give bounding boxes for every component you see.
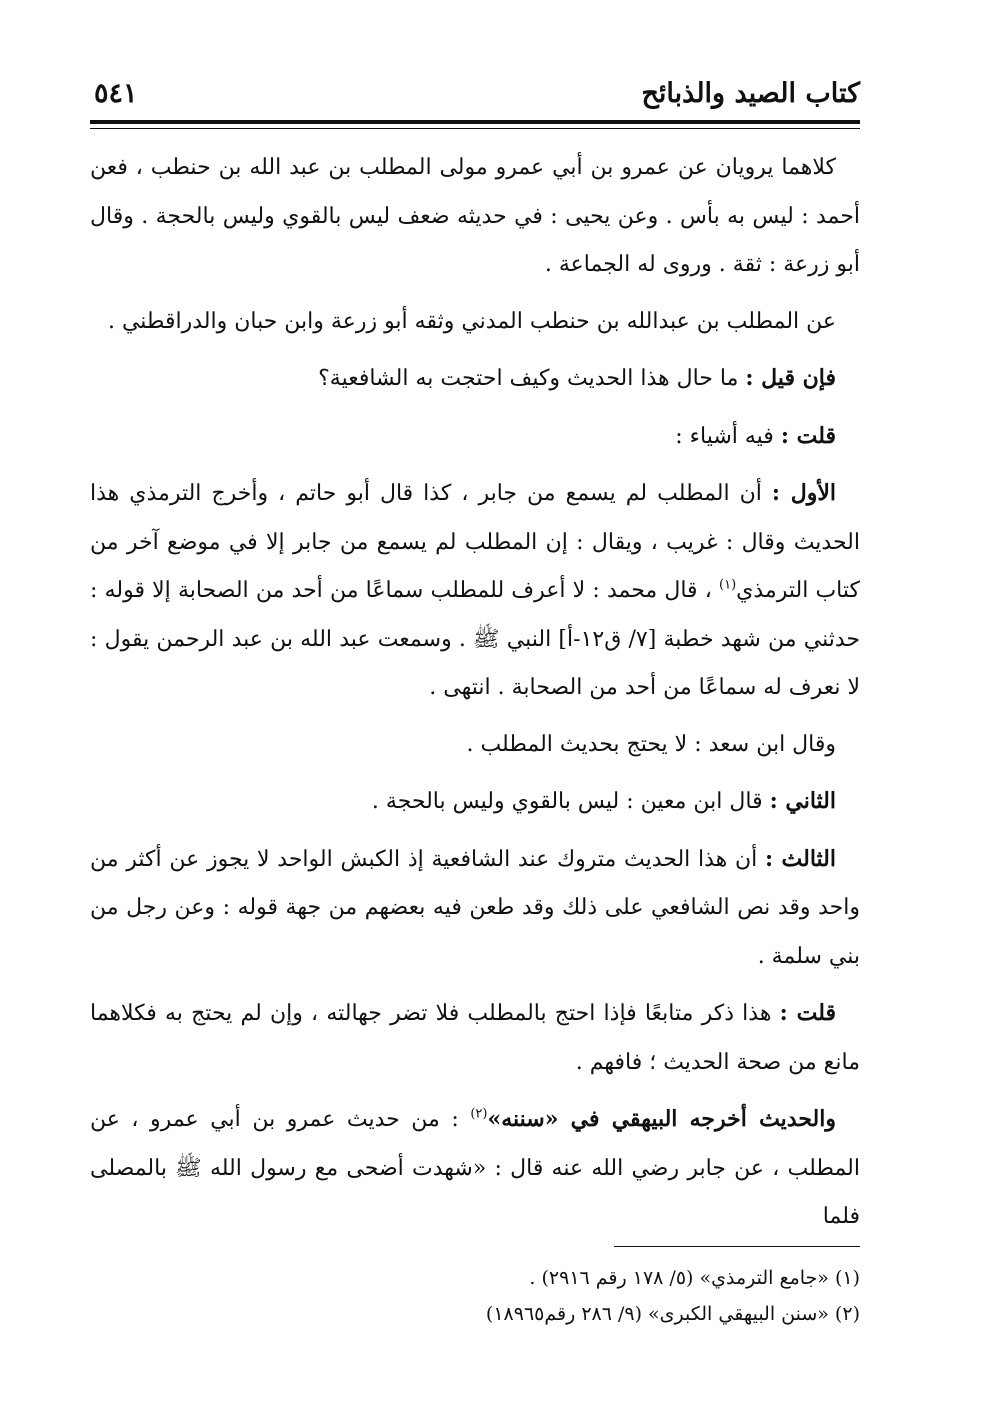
paragraph-5 [90,469,860,713]
paragraph-9 [90,989,860,1087]
paragraph-text: كلاهما يرويان عن عمرو بن أبي عمرو مولى المطلب بن عبد الله بن حنطب ، فعن أحمد : ليس به بأس . وعن يحيى : في حديثه ضعف ليس بالقوي وليس بالحجة . وقال أبو زرعة : ثقة . وروى له الجماعة . [90,155,860,277]
footnote-2: (٢) «سنن البيهقي الكبرى» (٩/ ٢٨٦ رقم١٨٩٦٥) [485,1303,860,1325]
paragraph-6 [90,721,860,770]
paragraph-4 [90,412,860,462]
paragraph-text: هذا ذكر متابعًا فإذا احتج بالمطلب فلا تضر جهالته ، وإن لم يحتج به فكلاهما مانع من صحة الحديث ؛ فافهم . [90,1001,860,1075]
paragraph-text: فيه أشياء : [675,423,781,449]
paragraph-lead: الأول : [771,480,836,506]
paragraph-text: وقال ابن سعد : لا يحتج بحديث المطلب . [466,731,836,757]
paragraph-text: عن المطلب بن عبدالله بن حنطب المدني وثقه أبو زرعة وابن حبان والدراقطني . [107,308,836,334]
main-text [90,144,860,1242]
paragraph-lead: الثاني : [769,788,836,814]
paragraph-lead: قلت : [779,1000,836,1026]
paragraph-text: ما حال هذا الحديث وكيف احتجت به الشافعية؟ [318,366,746,391]
paragraph-2 [90,298,860,347]
paragraph-text: قال ابن معين : ليس بالقوي وليس بالحجة . [371,789,770,814]
paragraph-text-after: ، قال محمد : لا أعرف للمطلب سماعًا من أحد من الصحابة إلا قوله : حدثني من شهد خطبة [٧/ ق١٢-أ] النبي ﷺ . وسمعت عبد الله بن عبد الرحمن يقول : لا نعرف له سماعًا من أحد من الصحابة . انتهى . [90,578,860,700]
footnote-1: (١) «جامع الترمذي» (٥/ ١٧٨ رقم ٢٩١٦) . [529,1267,860,1289]
paragraph-lead: قلت : [780,422,836,449]
chapter-title: كتاب الصيد والذبائح [641,78,860,109]
paragraph-3 [90,354,860,404]
paragraph-lead: والحديث أخرجه البيهقي في «سننه» [487,1106,836,1132]
paragraph-text: أن المطلب لم يسمع من جابر ، كذا قال أبو حاتم ، وأخرج الترمذي هذا الحديث وقال : غريب ، ويقال : إن المطلب لم يسمع من جابر إلا في موضع آخر من كتاب الترمذي [90,481,860,603]
page-number: ٥٤١ [94,78,138,109]
header-rule-thin [90,128,860,129]
paragraph-1 [90,144,860,290]
footnote-ref-1[interactable]: (١) [719,577,737,593]
paragraph-text: : من حديث عمرو بن أبي عمرو ، عن المطلب ، عن جابر رضي الله عنه قال : «شهدت أضحى مع رسول الله ﷺ بالمصلى فلما [90,1107,860,1229]
page-header [90,70,860,120]
paragraph-8 [90,835,860,982]
footnotes [90,1260,860,1332]
paragraph-text: أن هذا الحديث متروك عند الشافعية إذ الكبش الواحد لا يجوز عن أكثر من واحد وقد نص الشافعي على ذلك وقد طعن فيه بعضهم من جهة قوله : وعن رجل من بني سلمة . [90,846,860,969]
header-rule-thick [90,120,860,124]
paragraph-lead: فإن قيل : [745,365,836,391]
footnote-ref-2[interactable]: (٢) [470,1106,488,1122]
footnote-separator [614,1246,860,1247]
paragraph-7 [90,777,860,827]
paragraph-lead: الثالث : [765,845,836,872]
paragraph-10 [90,1095,860,1242]
